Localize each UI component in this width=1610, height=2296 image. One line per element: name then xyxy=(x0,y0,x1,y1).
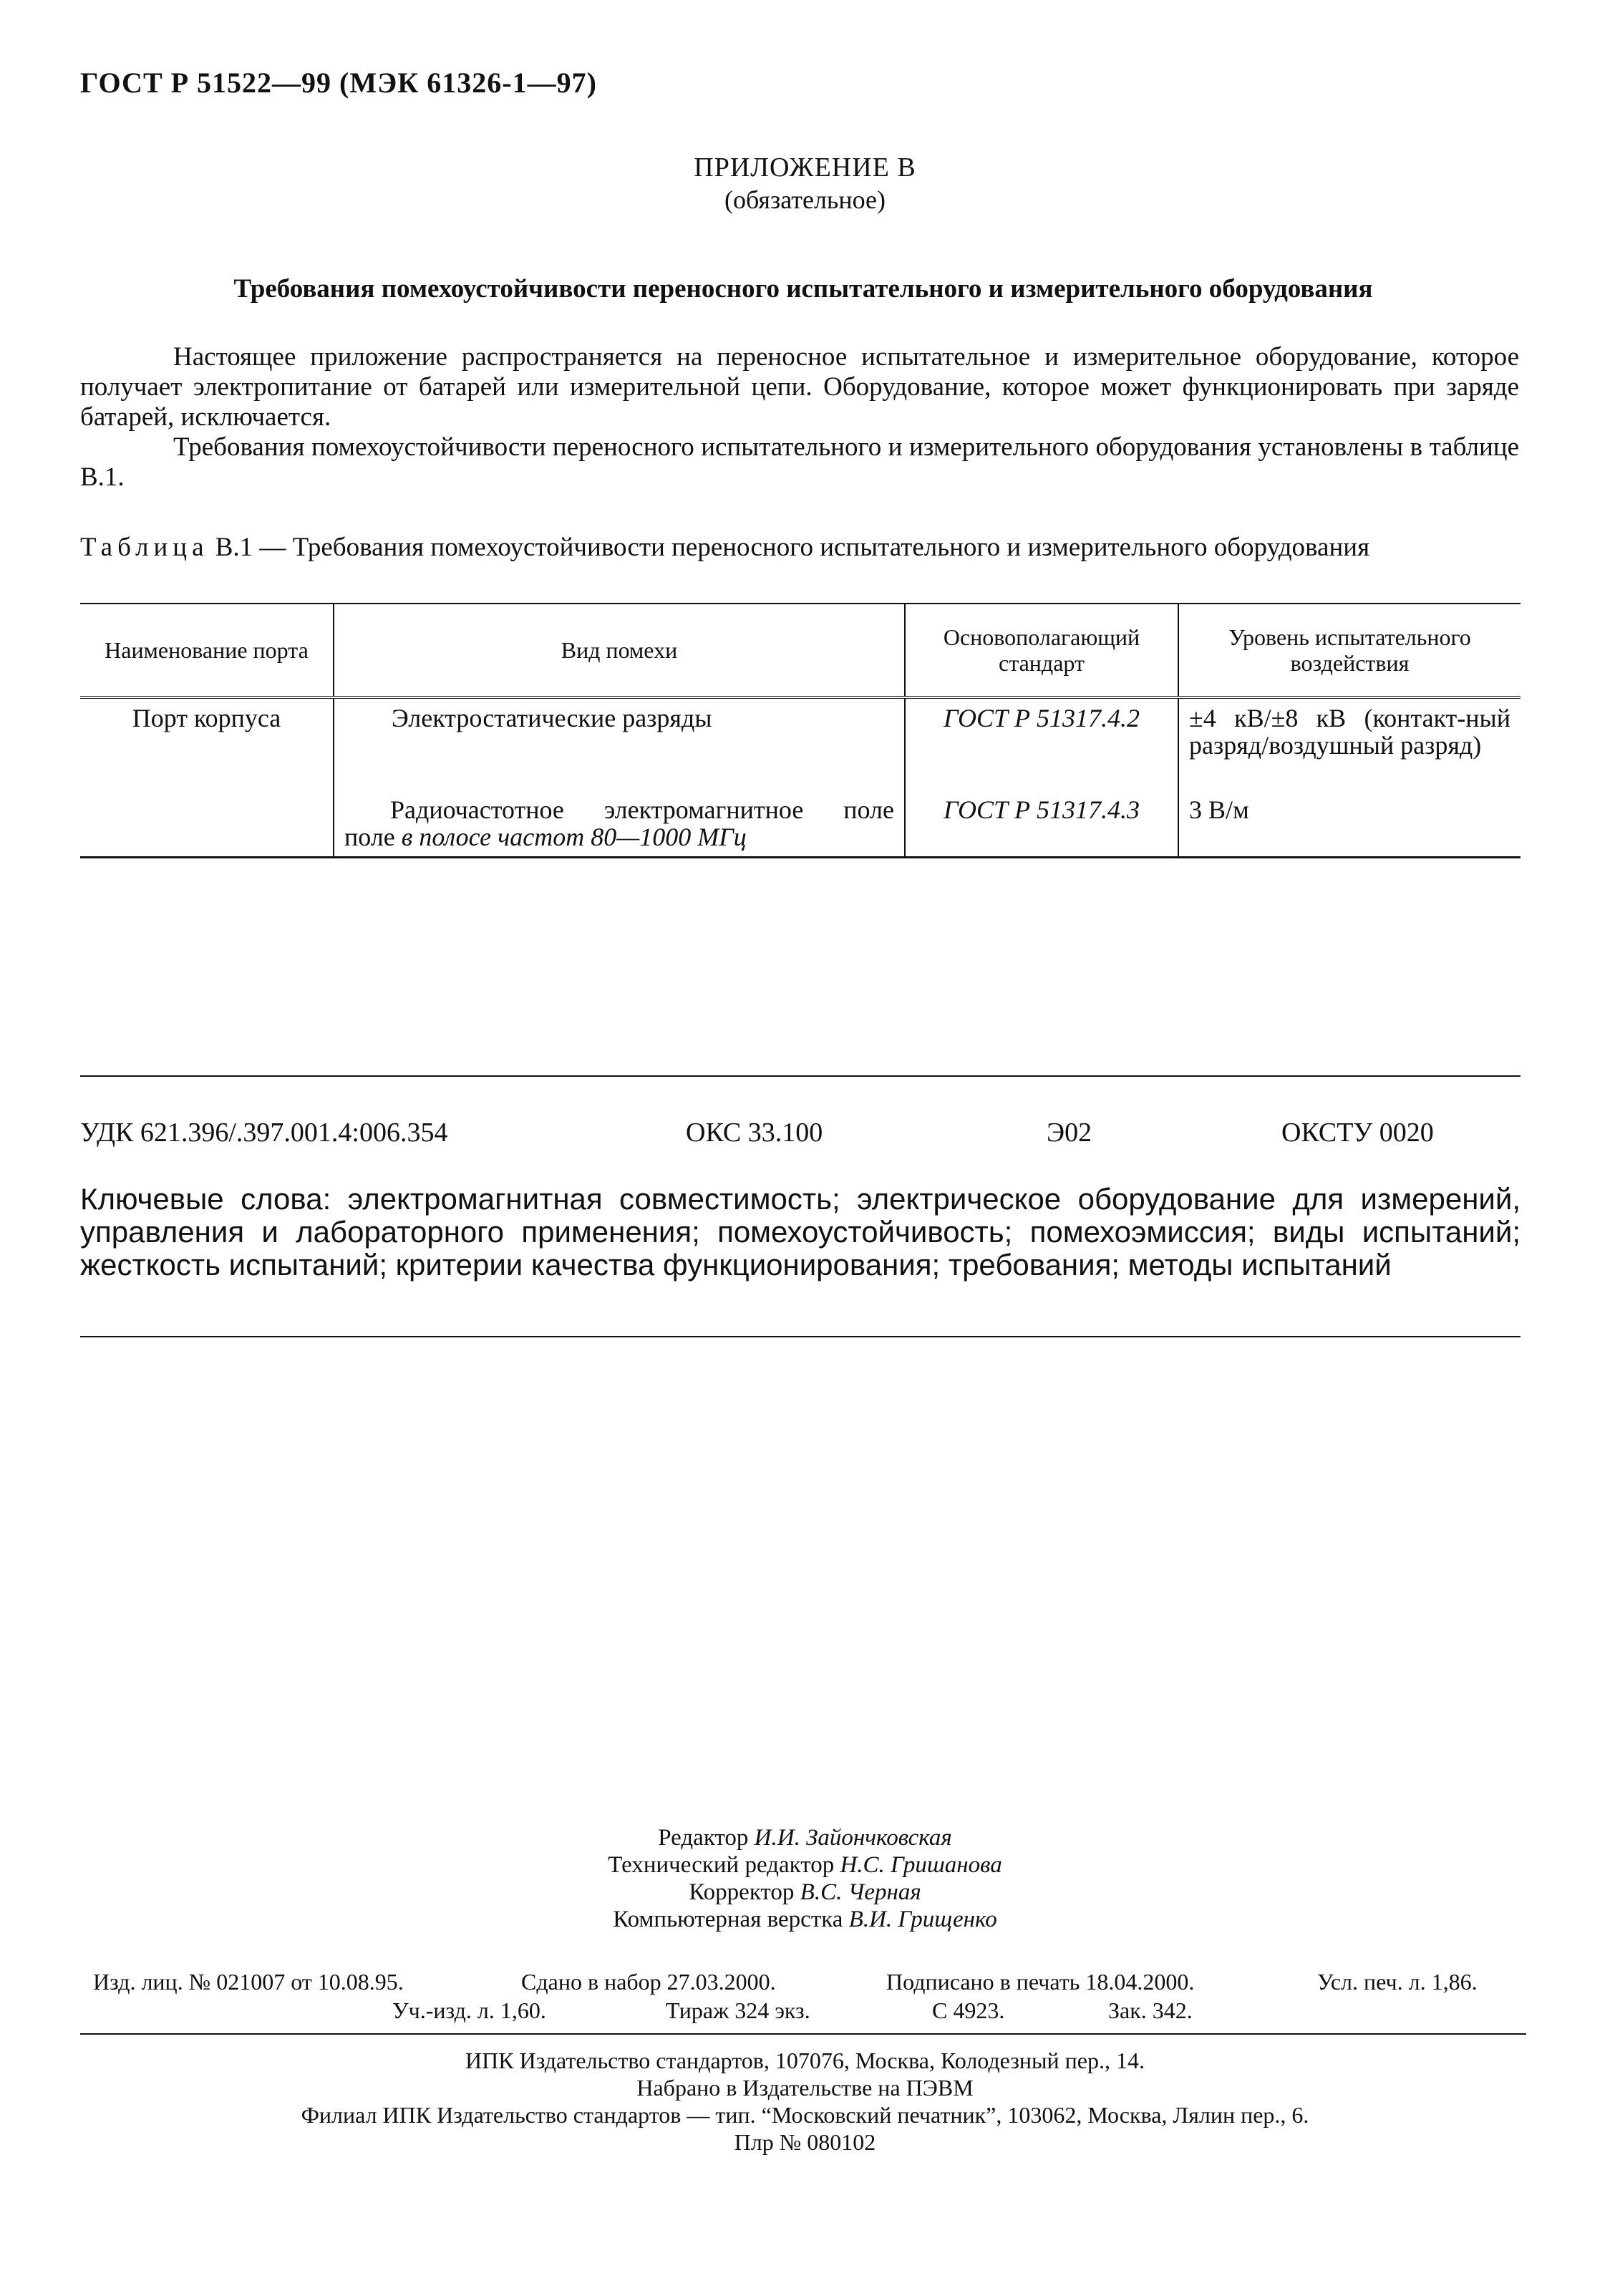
appendix-status: (обязательное) xyxy=(724,185,886,214)
credit-tech-editor xyxy=(0,1851,1610,1879)
disturbance-cell xyxy=(334,790,905,858)
table-row xyxy=(80,697,1521,790)
table-caption-text: В.1 — Требования помехоустойчивости переносного испытательного и измерительного оборудования xyxy=(215,533,1370,562)
header-level: Уровень испытательного воздействия xyxy=(1178,604,1521,697)
port-cell: Порт корпуса xyxy=(80,697,334,858)
typeset-date: Сдано в набор 27.03.2000. xyxy=(521,1969,776,1995)
c-number: С 4923. xyxy=(932,1997,1005,2023)
layout-label: Компьютерная верстка xyxy=(613,1907,843,1932)
header-port: Наименование порта xyxy=(80,604,334,697)
divider-publisher xyxy=(80,2033,1526,2035)
credit-layout xyxy=(0,1906,1610,1933)
publisher-line-2: Набрано в Издательстве на ПЭВМ xyxy=(636,2075,974,2101)
signed-date: Подписано в печать 18.04.2000. xyxy=(886,1969,1195,1995)
divider-bottom xyxy=(80,1336,1521,1337)
publisher-line-1: ИПК Издательство стандартов, 107076, Москва, Колодезный пер., 14. xyxy=(465,2048,1145,2073)
requirements-paragraph: Требования помехоустойчивости переносного испытательного и измерительного оборудования установлены в таблице В.1. xyxy=(80,432,1519,492)
keywords: Ключевые слова: электромагнитная совместимость; электрическое оборудование для измерений, управления и лабораторного применения; помехоустойчивость; помехоэмиссия; виды испытаний; жесткость испытаний; критерии качества функционирования; требования; методы испытаний xyxy=(80,1182,1521,1282)
disturbance-text-cont: поле xyxy=(344,823,402,851)
oks-code: ОКС 33.100 xyxy=(686,1118,823,1148)
publisher-line-4: Плр № 080102 xyxy=(734,2129,876,2155)
publisher-line-3: Филиал ИПК Издательство стандартов — тип. “Московский печатник”, 103062, Москва, Лялин пер., 6. xyxy=(301,2102,1309,2128)
level-cell: 3 В/м xyxy=(1178,790,1521,858)
udk-code: УДК 621.396/.397.001.4:006.354 xyxy=(80,1118,448,1148)
layout-name: В.И. Грищенко xyxy=(848,1907,997,1932)
appendix-title: ПРИЛОЖЕНИЕ В xyxy=(694,152,916,183)
disturbance-text: Радиочастотное электромагнитное поле xyxy=(390,795,894,824)
tech-editor-name: Н.С. Гришанова xyxy=(840,1852,1002,1878)
publisher-sheets: Уч.-изд. л. 1,60. xyxy=(392,1997,546,2023)
document-code: ГОСТ Р 51522—99 (МЭК 61326-1—97) xyxy=(80,67,597,99)
corrector-label: Корректор xyxy=(689,1879,795,1905)
header-disturbance: Вид помехи xyxy=(334,604,905,697)
e-code: Э02 xyxy=(1047,1118,1092,1148)
immunity-table xyxy=(80,603,1521,858)
tech-editor-label: Технический редактор xyxy=(608,1852,835,1878)
credit-corrector xyxy=(0,1879,1610,1906)
disturbance-cell: Электростатические разряды xyxy=(334,697,905,790)
table-caption xyxy=(80,533,1526,562)
table-caption-label: Таблица xyxy=(80,533,209,562)
corrector-name: В.С. Черная xyxy=(800,1879,921,1905)
license: Изд. лиц. № 021007 от 10.08.95. xyxy=(93,1969,404,1995)
level-cell: ±4 кВ/±8 кВ (контакт-ный разряд/воздушный разряд) xyxy=(1178,697,1521,790)
print-sheets: Усл. печ. л. 1,86. xyxy=(1317,1969,1478,1995)
editor-label: Редактор xyxy=(658,1825,749,1851)
credit-editor xyxy=(0,1824,1610,1851)
frequency-range: в полосе частот 80—1000 МГц xyxy=(401,823,747,851)
header-standard: Основополагающий стандарт xyxy=(905,604,1178,697)
print-run: Тираж 324 экз. xyxy=(666,1997,810,2023)
divider-top xyxy=(80,1075,1521,1077)
standard-cell: ГОСТ Р 51317.4.3 xyxy=(905,790,1178,858)
intro-paragraph: Настоящее приложение распространяется на переносное испытательное и измерительное оборудование, которое получает электропитание от батарей или измерительной цепи. Оборудование, которое может функционировать при заряде батарей, исключается. xyxy=(80,342,1519,432)
editor-name: И.И. Зайончковская xyxy=(754,1825,952,1851)
standard-cell: ГОСТ Р 51317.4.2 xyxy=(905,697,1178,790)
table-header-row xyxy=(80,604,1521,697)
okstu-code: ОКСТУ 0020 xyxy=(1281,1118,1434,1148)
section-title: Требования помехоустойчивости переносного испытательного и измерительного оборудования xyxy=(233,274,1373,304)
order-number: Зак. 342. xyxy=(1108,1997,1193,2023)
